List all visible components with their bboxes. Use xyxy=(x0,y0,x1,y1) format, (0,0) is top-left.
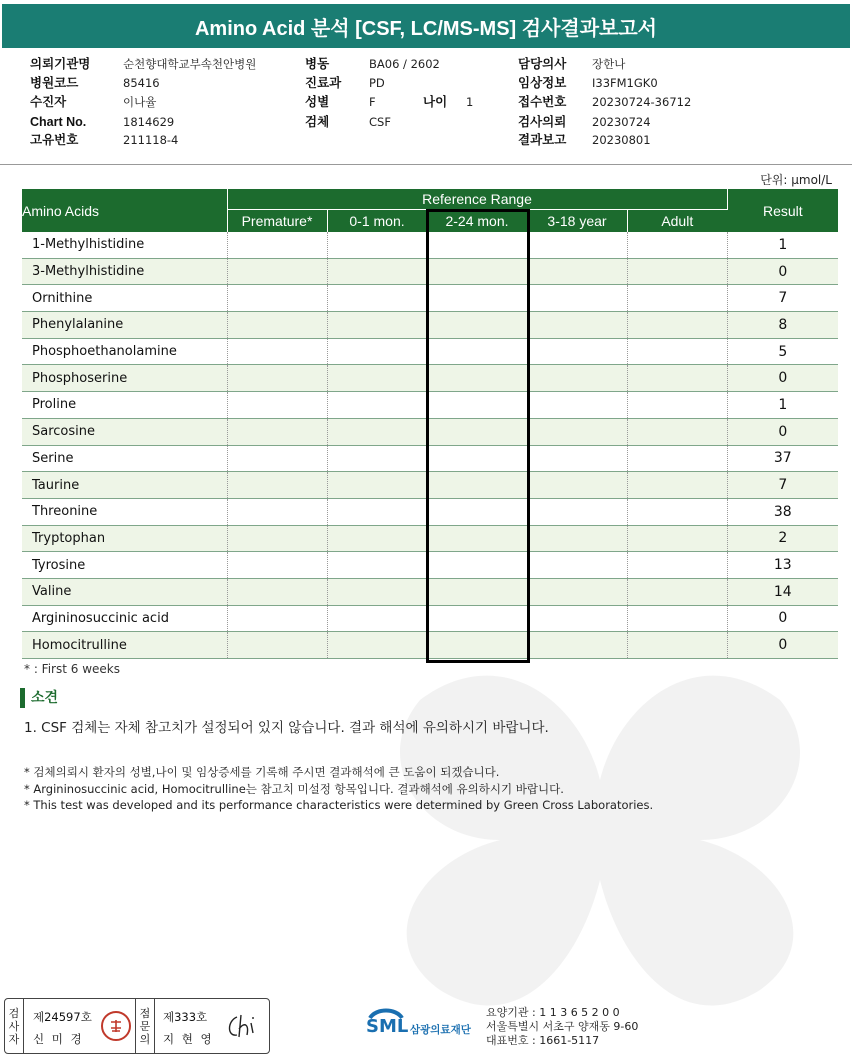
reference-cell xyxy=(627,578,727,605)
reference-cell xyxy=(327,578,427,605)
table-row xyxy=(22,285,838,312)
table-row xyxy=(22,312,838,339)
result-value: 14 xyxy=(727,578,838,605)
note-line: * This test was developed and its performance characteristics were determined by Green Cross Laboratories. xyxy=(24,798,654,812)
amino-acid-name: Phosphoethanolamine xyxy=(22,338,227,365)
reference-cell xyxy=(227,338,327,365)
reference-cell xyxy=(327,312,427,339)
table-row xyxy=(22,605,838,632)
table-row xyxy=(22,258,838,285)
age-label: 나이 xyxy=(423,95,448,109)
info-label: 검체 xyxy=(305,115,330,129)
info-label: 검사의뢰 xyxy=(518,115,567,129)
reference-cell xyxy=(627,525,727,552)
info-label: 담당의사 xyxy=(518,57,567,71)
amino-acid-name: Sarcosine xyxy=(22,418,227,445)
table-row xyxy=(22,632,838,659)
org-info xyxy=(486,1006,638,1048)
reference-cell xyxy=(527,472,627,499)
info-value: F xyxy=(369,95,376,109)
reference-cell xyxy=(427,632,527,659)
result-value: 1 xyxy=(727,232,838,258)
table-row xyxy=(22,365,838,392)
info-value: 20230724 xyxy=(592,115,651,129)
info-value: CSF xyxy=(369,115,391,129)
reference-cell xyxy=(527,312,627,339)
amino-acid-name: 3-Methylhistidine xyxy=(22,258,227,285)
reference-cell xyxy=(327,258,427,285)
checker-license: 제333호 xyxy=(163,1010,208,1024)
amino-acid-name: Ornithine xyxy=(22,285,227,312)
info-value: PD xyxy=(369,76,385,90)
info-value: 1814629 xyxy=(123,115,175,129)
reference-cell xyxy=(627,472,727,499)
table-row xyxy=(22,232,838,258)
amino-acid-name: 1-Methylhistidine xyxy=(22,232,227,258)
tester-label: 검사자 xyxy=(5,999,24,1053)
tester-name: 신 미 경 xyxy=(33,1032,84,1046)
amino-acid-name: Argininosuccinic acid xyxy=(22,605,227,632)
signature-box xyxy=(4,998,270,1054)
reference-cell xyxy=(227,418,327,445)
info-value: 211118-4 xyxy=(123,133,179,147)
reference-cell xyxy=(627,605,727,632)
header-3-18-year: 3-18 year xyxy=(527,210,627,233)
reference-cell xyxy=(227,472,327,499)
header-2-24-mon: 2-24 mon. xyxy=(427,210,527,233)
reference-cell xyxy=(627,392,727,419)
result-value: 0 xyxy=(727,258,838,285)
reference-cell xyxy=(327,498,427,525)
reference-cell xyxy=(227,552,327,579)
note-line: * 검체의뢰시 환자의 성별,나이 및 임상증세를 기록해 주시면 결과해석에 큰 도움이 되겠습니다. xyxy=(24,765,500,779)
results-table xyxy=(22,189,838,659)
reference-cell xyxy=(527,365,627,392)
reference-cell xyxy=(527,445,627,472)
info-label: 진료과 xyxy=(305,76,342,90)
report-title: Amino Acid 분석 [CSF, LC/MS-MS] 검사결과보고서 xyxy=(2,4,850,48)
reference-cell xyxy=(427,445,527,472)
amino-acid-name: Phenylalanine xyxy=(22,312,227,339)
reference-cell xyxy=(327,232,427,258)
reference-cell xyxy=(627,632,727,659)
reference-cell xyxy=(627,445,727,472)
reference-cell xyxy=(227,498,327,525)
result-value: 38 xyxy=(727,498,838,525)
reference-cell xyxy=(427,392,527,419)
amino-acid-name: Tryptophan xyxy=(22,525,227,552)
reference-cell xyxy=(627,285,727,312)
note-line: * Argininosuccinic acid, Homocitrulline는 참고치 미설정 항목입니다. 결과해석에 유의하시기 바랍니다. xyxy=(24,781,564,796)
reference-cell xyxy=(327,365,427,392)
table-row xyxy=(22,445,838,472)
result-value: 37 xyxy=(727,445,838,472)
info-value: 85416 xyxy=(123,76,160,90)
reference-cell xyxy=(427,232,527,258)
reference-cell xyxy=(427,338,527,365)
reference-cell xyxy=(327,525,427,552)
reference-cell xyxy=(527,605,627,632)
reference-cell xyxy=(527,498,627,525)
reference-cell xyxy=(627,498,727,525)
reference-cell xyxy=(527,525,627,552)
amino-acid-name: Tyrosine xyxy=(22,552,227,579)
reference-cell xyxy=(227,578,327,605)
reference-cell xyxy=(327,445,427,472)
header-premature: Premature* xyxy=(227,210,327,233)
reference-cell xyxy=(227,632,327,659)
reference-cell xyxy=(427,525,527,552)
reference-cell xyxy=(427,312,527,339)
checker-name: 지 현 영 xyxy=(163,1032,214,1046)
info-value: 20230801 xyxy=(592,133,651,147)
info-value: 순천향대학교부속천안병원 xyxy=(123,57,257,71)
reference-cell xyxy=(327,392,427,419)
info-label: 접수번호 xyxy=(518,95,567,109)
result-value: 2 xyxy=(727,525,838,552)
reference-cell xyxy=(227,312,327,339)
reference-cell xyxy=(427,258,527,285)
result-value: 7 xyxy=(727,285,838,312)
patient-info xyxy=(30,56,830,152)
result-value: 1 xyxy=(727,392,838,419)
sml-logo xyxy=(366,1004,476,1048)
watermark-logo xyxy=(360,640,840,1020)
info-label: 고유번호 xyxy=(30,133,79,147)
result-value: 13 xyxy=(727,552,838,579)
reference-cell xyxy=(427,578,527,605)
amino-acid-name: Phosphoserine xyxy=(22,365,227,392)
reference-cell xyxy=(627,552,727,579)
info-label: 병동 xyxy=(305,57,330,71)
reference-cell xyxy=(227,232,327,258)
reference-cell xyxy=(427,605,527,632)
table-row xyxy=(22,472,838,499)
footnote: * : First 6 weeks xyxy=(24,662,120,676)
result-value: 5 xyxy=(727,338,838,365)
reference-cell xyxy=(427,498,527,525)
reference-cell xyxy=(527,258,627,285)
header-adult: Adult xyxy=(627,210,727,233)
tester-license: 제24597호 xyxy=(33,1010,92,1024)
info-label: 결과보고 xyxy=(518,133,567,147)
finding-heading: 소견 xyxy=(20,688,58,708)
info-label: 의뢰기관명 xyxy=(30,57,91,71)
org-address: 서울특별시 서초구 양재동 9-60 xyxy=(486,1020,639,1033)
header-0-1-mon: 0-1 mon. xyxy=(327,210,427,233)
reference-cell xyxy=(227,445,327,472)
reference-cell xyxy=(227,365,327,392)
header-amino-acids: Amino Acids xyxy=(22,189,227,232)
info-value: 장한나 xyxy=(592,57,626,71)
reference-cell xyxy=(527,578,627,605)
reference-cell xyxy=(227,525,327,552)
reference-cell xyxy=(427,552,527,579)
reference-cell xyxy=(227,258,327,285)
reference-cell xyxy=(627,365,727,392)
result-value: 8 xyxy=(727,312,838,339)
table-row xyxy=(22,525,838,552)
result-value: 7 xyxy=(727,472,838,499)
reference-cell xyxy=(427,418,527,445)
reference-cell xyxy=(527,418,627,445)
unit-label: 단위: μmol/L xyxy=(760,173,832,187)
org-phone: 대표번호 : 1661-5117 xyxy=(486,1034,600,1047)
seal-icon xyxy=(101,1011,131,1041)
notes xyxy=(24,764,653,814)
info-value: 20230724-36712 xyxy=(592,95,692,109)
reference-cell xyxy=(427,285,527,312)
info-label: 성별 xyxy=(305,95,330,109)
result-value: 0 xyxy=(727,365,838,392)
table-row xyxy=(22,418,838,445)
reference-cell xyxy=(527,232,627,258)
reference-cell xyxy=(227,285,327,312)
table-row xyxy=(22,498,838,525)
reference-cell xyxy=(427,472,527,499)
reference-cell xyxy=(327,632,427,659)
info-value: BA06 / 2602 xyxy=(369,57,440,71)
reference-cell xyxy=(327,285,427,312)
reference-cell xyxy=(627,232,727,258)
table-row xyxy=(22,552,838,579)
table-row xyxy=(22,338,838,365)
reference-cell xyxy=(627,312,727,339)
amino-acid-name: Valine xyxy=(22,578,227,605)
reference-cell xyxy=(627,418,727,445)
info-label: 수진자 xyxy=(30,95,67,109)
table-row xyxy=(22,578,838,605)
amino-acid-name: Threonine xyxy=(22,498,227,525)
reference-cell xyxy=(327,605,427,632)
checker-label: 점문의 xyxy=(135,999,155,1053)
reference-cell xyxy=(527,392,627,419)
amino-acid-name: Serine xyxy=(22,445,227,472)
info-label: 병원코드 xyxy=(30,76,79,90)
reference-cell xyxy=(327,338,427,365)
signature-icon xyxy=(223,1011,263,1041)
org-name: 삼광의료재단 xyxy=(410,1024,471,1036)
table-row xyxy=(22,392,838,419)
reference-cell xyxy=(627,338,727,365)
reference-cell xyxy=(627,258,727,285)
reference-cell xyxy=(227,605,327,632)
reference-cell xyxy=(527,285,627,312)
reference-cell xyxy=(327,552,427,579)
amino-acid-name: Taurine xyxy=(22,472,227,499)
header-reference-range: Reference Range xyxy=(227,189,727,210)
reference-cell xyxy=(527,338,627,365)
finding-text: 1. CSF 검체는 자체 참고치가 설정되어 있지 않습니다. 결과 해석에 유의하시기 바랍니다. xyxy=(24,720,549,736)
result-value: 0 xyxy=(727,632,838,659)
result-value: 0 xyxy=(727,605,838,632)
result-value: 0 xyxy=(727,418,838,445)
info-label: Chart No. xyxy=(30,115,87,129)
amino-acid-name: Homocitrulline xyxy=(22,632,227,659)
logo-text: SML xyxy=(366,1016,409,1037)
amino-acid-name: Proline xyxy=(22,392,227,419)
info-label: 임상정보 xyxy=(518,76,567,90)
reference-cell xyxy=(527,632,627,659)
header-result: Result xyxy=(727,189,838,232)
info-value: 이나율 xyxy=(123,95,157,109)
reference-cell xyxy=(427,365,527,392)
reference-cell xyxy=(327,418,427,445)
divider xyxy=(0,164,852,165)
age-value: 1 xyxy=(466,95,474,109)
reference-cell xyxy=(327,472,427,499)
info-value: I33FM1GK0 xyxy=(592,76,658,90)
org-code: 요양기관 : 1 1 3 6 5 2 0 0 xyxy=(486,1006,620,1019)
reference-cell xyxy=(527,552,627,579)
reference-cell xyxy=(227,392,327,419)
